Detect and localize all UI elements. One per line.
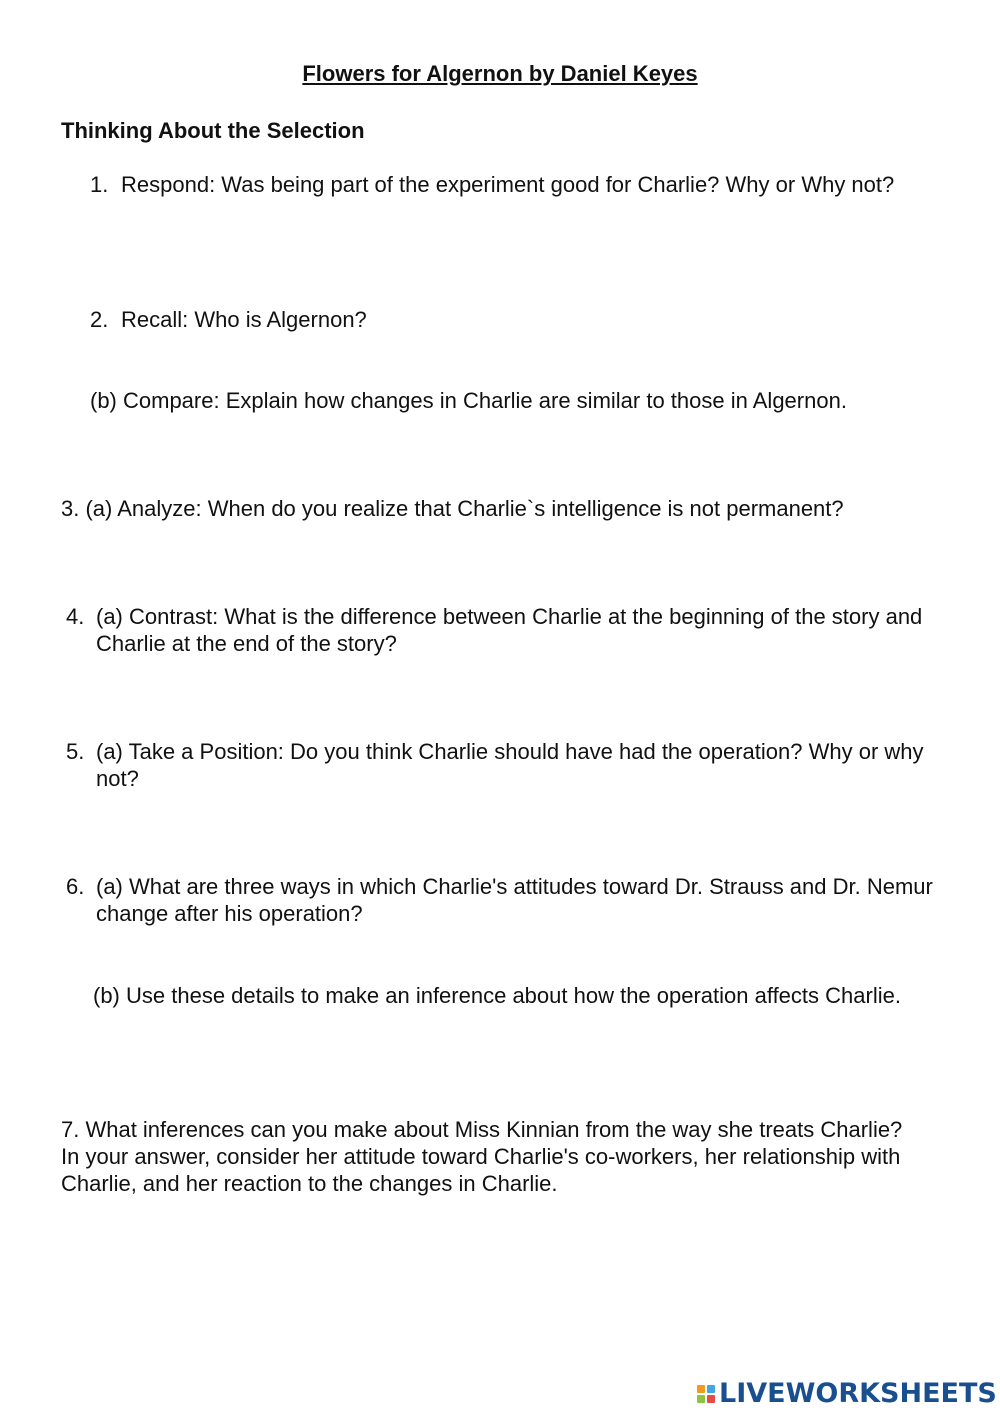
question-2b-text: (b) Compare: Explain how changes in Charlie are similar to those in Algernon. (90, 388, 847, 413)
question-7 (61, 1116, 911, 1197)
liveworksheets-logo-icon (697, 1385, 715, 1403)
question-5-text: (a) Take a Position: Do you think Charlie should have had the operation? Why or why not? (96, 739, 924, 791)
question-5-number: 5. (66, 739, 85, 764)
question-3 (61, 495, 961, 522)
question-2-text: Recall: Who is Algernon? (121, 307, 367, 332)
section-heading: Thinking About the Selection (61, 118, 365, 143)
question-6-text: (a) What are three ways in which Charlie's attitudes toward Dr. Strauss and Dr. Nemur change after his operation? (96, 874, 933, 926)
question-5 (66, 738, 956, 792)
question-2b (90, 387, 950, 414)
liveworksheets-watermark (697, 1379, 997, 1409)
worksheet-title: Flowers for Algernon by Daniel Keyes (302, 61, 698, 86)
question-3-text: 3. (a) Analyze: When do you realize that Charlie`s intelligence is not permanent? (61, 496, 844, 521)
question-2-number: 2. (90, 307, 109, 332)
question-6b-text: (b) Use these details to make an inference about how the operation affects Charlie. (93, 983, 901, 1008)
question-6 (66, 873, 936, 927)
question-2 (90, 306, 910, 333)
question-6b (61, 982, 921, 1009)
question-1 (90, 171, 910, 198)
question-4-text: (a) Contrast: What is the difference between Charlie at the beginning of the story and Charlie at the end of the story? (96, 604, 923, 656)
liveworksheets-wordmark: LIVEWORKSHEETS (719, 1378, 997, 1409)
question-1-number: 1. (90, 172, 109, 197)
question-7-text: 7. What inferences can you make about Miss Kinnian from the way she treats Charlie? In your answer, consider her attitude toward Charlie's co-workers, her relationship with Charlie, and her reaction to the changes in Charlie. (61, 1117, 903, 1196)
question-4 (66, 603, 956, 657)
question-4-number: 4. (66, 604, 85, 629)
question-1-text: Respond: Was being part of the experiment good for Charlie? Why or Why not? (121, 172, 895, 197)
question-6-number: 6. (66, 874, 85, 899)
